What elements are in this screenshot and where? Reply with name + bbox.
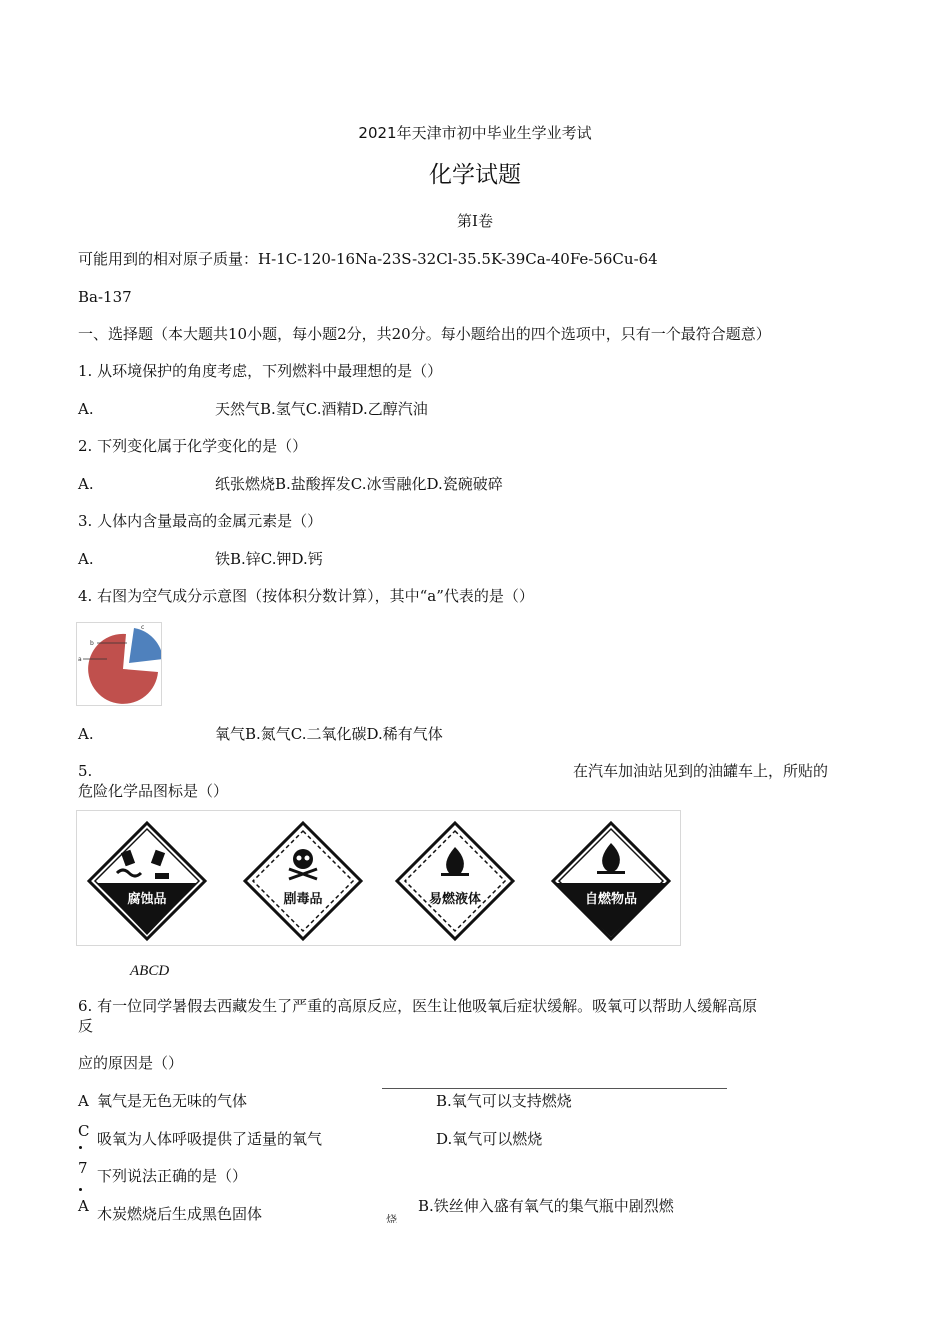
question-3-option-label: A. [78,550,94,568]
question-6-stem-wrap: 反 [78,1017,94,1035]
question-3-stem: 3. 人体内含量最高的金属元素是（） [78,512,323,530]
question-7-option-a: 木炭燃烧后生成黑色固体 [97,1205,263,1223]
question-6-option-b: B.氧气可以支持燃烧 [436,1092,572,1110]
question-5-choice-letters: ABCD [130,963,170,979]
question-4-stem: 4. 右图为空气成分示意图（按体积分数计算），其中“a”代表的是（） [78,587,534,605]
pie-label-c: c [141,624,145,631]
hazard-sign-toxic [245,823,361,939]
question-7-option-b: B.铁丝伸入盛有氧气的集气瓶中剧烈燃 [418,1197,674,1215]
question-6-option-d: D.氧气可以燃烧 [436,1130,543,1148]
question-7-number: 7 [78,1159,88,1177]
question-7-option-a-label: A [78,1197,89,1215]
pie-slice-b [129,628,161,663]
volume-label: 第Ⅰ卷 [457,212,493,230]
question-2-options: 纸张燃烧B.盐酸挥发C.冰雪融化D.瓷碗破碎 [215,475,503,493]
question-6-option-a: 氧气是无色无味的气体 [97,1092,248,1110]
option-c-dot [79,1146,82,1149]
question-6-stem-continued: 应的原因是（） [78,1054,184,1072]
question-7-option-b-fragment: 烧 [386,1214,397,1223]
question-5-number: 5. [78,762,93,780]
question-2-option-label: A. [78,475,94,493]
question-3-options: 铁B.锌C.钾D.钙 [215,550,323,568]
hazard-label-corrosive: 腐蚀品 [127,892,167,907]
question-1-stem: 1. 从环境保护的角度考虑，下列燃料中最理想的是（） [78,362,443,380]
question-2-stem: 2. 下列变化属于化学变化的是（） [78,437,308,455]
hazard-sign-spontaneous-combustion [553,823,669,939]
hazard-label-flammable-liquid: 易燃液体 [428,892,482,907]
question-7-stem: 下列说法正确的是（） [97,1167,248,1185]
question-7-dot [79,1188,82,1191]
air-pie-chart [77,623,161,705]
subject-title: 化学试题 [429,162,521,188]
question-6-stem: 6. 有一位同学暑假去西藏发生了严重的高原反应，医生让他吸氧后症状缓解。吸氧可以帮助人缓解高原 [78,997,758,1015]
exam-title: 2021年天津市初中毕业生学业考试 [358,124,592,142]
question-6-option-a-label: A [78,1092,89,1110]
hazard-label-toxic: 剧毒品 [283,892,323,907]
hazard-signs [77,811,680,945]
question-6-option-c-label: C [78,1122,90,1140]
question-5-stem: 在汽车加油站见到的油罐车上，所贴的 [573,762,829,780]
hazard-sign-flammable-liquid [397,823,513,939]
question-1-options: 天然气B.氢气C.酒精D.乙醇汽油 [215,400,428,418]
question-1-option-label: A. [78,400,94,418]
atomic-masses-line2: Ba-137 [78,288,132,306]
pie-label-a: a [78,656,82,663]
question-6-option-c: 吸氧为人体呼吸提供了适量的氧气 [97,1130,323,1148]
hazard-signs-figure [76,810,681,946]
divider-line [382,1088,727,1089]
pie-label-b: b [90,640,94,647]
hazard-label-spontaneous-combustion: 自燃物品 [584,892,638,907]
hazard-sign-corrosive [89,823,205,939]
question-4-options: 氧气B.氮气C.二氧化碳D.稀有气体 [215,725,443,743]
atomic-masses-line1: 可能用到的相对原子质量：H-1C-120-16Na-23S-32Cl-35.5K-39Ca-40Fe-56Cu-64 [78,250,658,268]
question-5-stem-continued: 危险化学品图标是（） [78,782,229,800]
air-composition-pie-figure [76,622,162,706]
question-4-option-label: A. [78,725,94,743]
section-heading: 一、选择题（本大题共10小题，每小题2分，共20分。每小题给出的四个选项中，只有一个最符合题意） [78,325,771,343]
